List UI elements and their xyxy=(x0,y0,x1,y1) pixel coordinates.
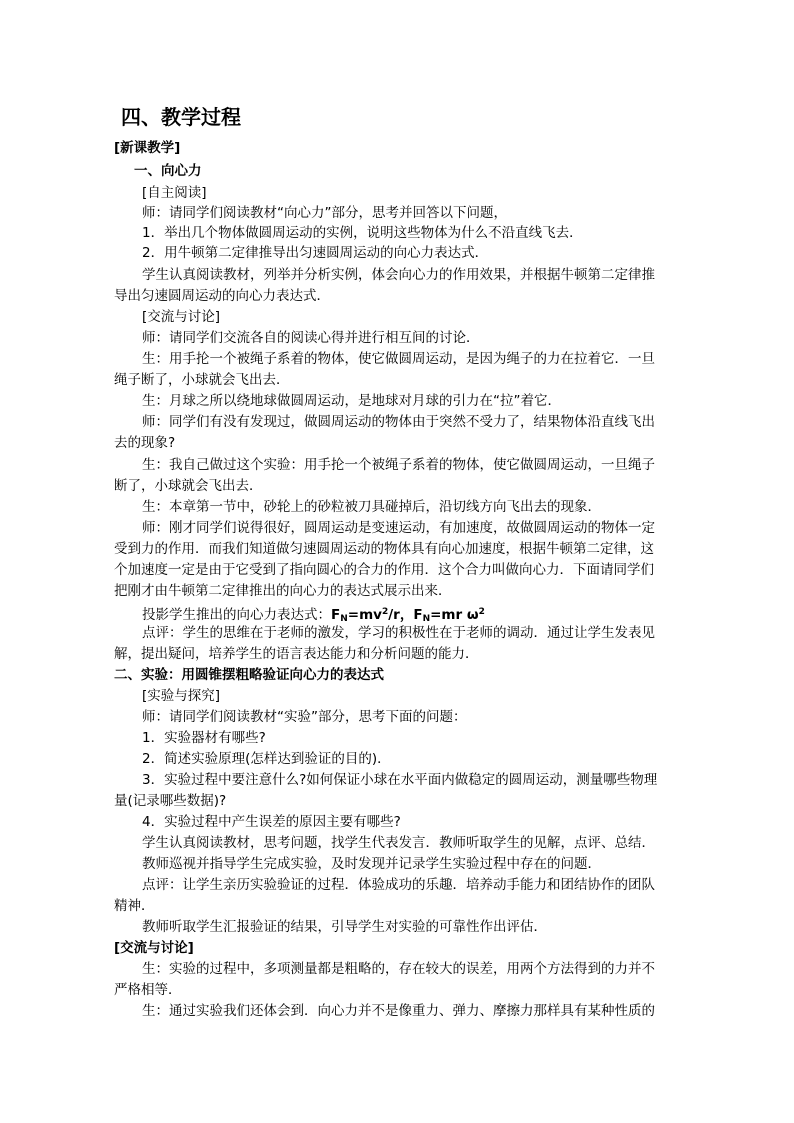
paragraph-line: 点评：让学生亲历实验验证的过程．体验成功的乐趣．培养动手能力和团结协作的团队 xyxy=(142,877,655,893)
section-heading: 四、教学过程 xyxy=(121,105,241,129)
question-item: 2．用牛顿第二定律推导出匀速圆周运动的向心力表达式． xyxy=(142,245,489,261)
formula-f1: $F_N=mv^2/r$ xyxy=(331,607,400,624)
paragraph-line: 点评：学生的思维在于老师的激发，学习的积极性在于老师的调动．通过让学生发表见 xyxy=(142,625,655,641)
subsection-title-centripetal-force: 一、向心力 xyxy=(134,163,202,179)
question-item: 2．简述实验原理(怎样达到验证的目的)． xyxy=(142,751,391,767)
subsection-title-experiment: 二、实验：用圆锥摆粗略验证向心力的表达式 xyxy=(114,667,384,683)
question-item-line: 3．实验过程中要注意什么?如何保证小球在水平面内做稳定的圆周运动，测量哪些物理 xyxy=(142,772,658,788)
question-item: 1．实验器材有哪些? xyxy=(142,730,266,746)
paragraph-line: 解，提出疑问，培养学生的语言表达能力和分析问题的能力． xyxy=(114,646,479,662)
question-item: 4．实验过程中产生误差的原因主要有哪些? xyxy=(142,814,401,830)
paragraph-line: 精神． xyxy=(114,898,155,914)
question-item: 1．举出几个物体做圆周运动的实例，说明这些物体为什么不沿直线飞去． xyxy=(142,225,583,241)
paragraph: 教师听取学生汇报验证的结果，引导学生对实验的可靠性作出评估． xyxy=(142,919,547,935)
paragraph-line: 断了，小球就会飞出去． xyxy=(114,478,263,494)
discussion-tag: [交流与讨论] xyxy=(142,309,221,325)
paragraph-line: 师：同学们有没有发现过，做圆周运动的物体由于突然不受力了，结果物体沿直线飞出 xyxy=(142,414,655,430)
formula-separator: ， xyxy=(399,607,414,623)
paragraph: 生：本章第一节中，砂轮上的砂粒被刀具碰掉后，沿切线方向飞出去的现象． xyxy=(142,499,601,515)
paragraph-line: 生：用手抡一个被绳子系着的物体，使它做圆周运动，是因为绳子的力在拉着它．一旦 xyxy=(142,351,655,367)
paragraph-line: 生：实验的过程中，多项测量都是粗略的，存在较大的误差，用两个方法得到的力并不 xyxy=(142,961,655,977)
paragraph-line: 生：我自己做过这个实验：用手抡一个被绳子系着的物体，使它做圆周运动，一旦绳子 xyxy=(142,457,655,473)
self-reading-tag: [自主阅读] xyxy=(142,185,207,201)
paragraph-line: 个加速度一定是由于它受到了指向圆心的合力的作用．这个合力叫做向心力．下面请同学们 xyxy=(114,562,654,578)
paragraph-line: 受到力的作用．而我们知道做匀速圆周运动的物体具有向心加速度，根据牛顿第二定律，这 xyxy=(114,541,654,557)
discussion-tag: [交流与讨论] xyxy=(114,940,194,956)
explore-tag: [实验与探究] xyxy=(142,688,221,704)
new-lesson-tag: [新课教学] xyxy=(114,140,181,156)
paragraph-line: 学生认真阅读教材，列举并分析实例，体会向心力的作用效果，并根据牛顿第二定律推 xyxy=(142,267,655,283)
question-item-line: 量(记录哪些数据)? xyxy=(114,793,227,809)
formula-lead: 投影学生推出的向心力表达式： xyxy=(142,607,331,623)
paragraph: 师：请同学们阅读教材“实验”部分，思考下面的问题： xyxy=(142,709,467,725)
paragraph-line: 去的现象? xyxy=(114,435,176,451)
paragraph-line: 绳子断了，小球就会飞出去． xyxy=(114,372,290,388)
paragraph-line: 生：通过实验我们还体会到．向心力并不是像重力、弹力、摩擦力那样具有某种性质的 xyxy=(142,1003,655,1019)
paragraph-line: 导出匀速圆周运动的向心力表达式． xyxy=(114,288,330,304)
paragraph: 教师巡视并指导学生完成实验，及时发现并记录学生实验过程中存在的问题． xyxy=(142,856,601,872)
paragraph-line: 把刚才由牛顿第二定律推出的向心力的表达式展示出来． xyxy=(114,583,452,599)
paragraph: 学生认真阅读教材，思考问题，找学生代表发言．教师听取学生的见解，点评、总结． xyxy=(142,835,655,851)
formula-f2: $F_N=mr$ $\omega^2$ xyxy=(413,607,485,624)
paragraph-line: 师：刚才同学们说得很好，圆周运动是变速运动，有加速度，故做圆周运动的物体一定 xyxy=(142,520,655,536)
paragraph: 生：月球之所以绕地球做圆周运动，是地球对月球的引力在“拉”着它． xyxy=(142,393,561,409)
paragraph: 师：请同学们阅读教材“向心力”部分，思考并回答以下问题， xyxy=(142,205,507,221)
paragraph-line: 严格相等． xyxy=(114,982,182,998)
paragraph: 师：请同学们交流各自的阅读心得并进行相互间的讨论． xyxy=(142,330,480,346)
